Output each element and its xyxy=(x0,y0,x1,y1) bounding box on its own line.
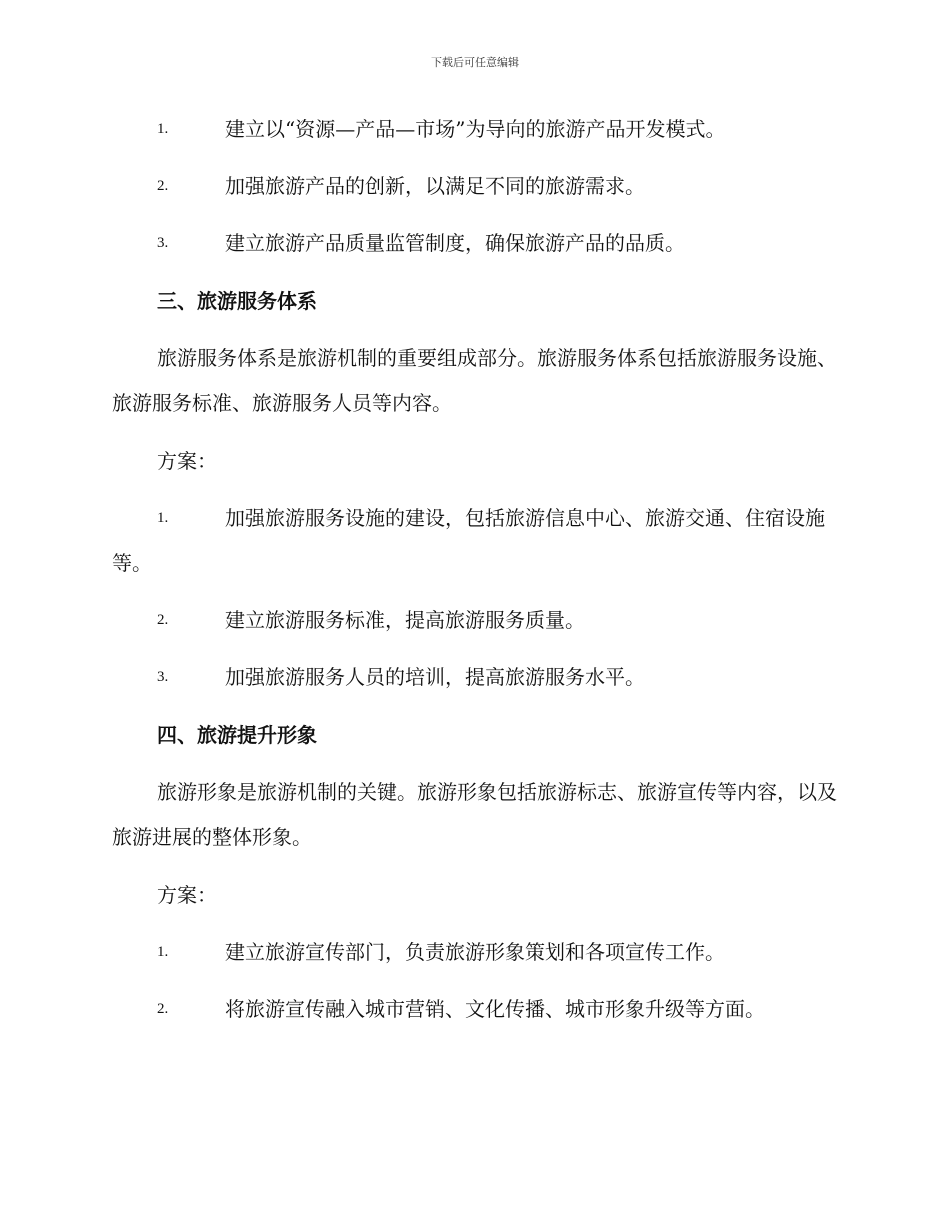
list-item xyxy=(112,164,840,209)
section-heading: 三、旅游服务体系 xyxy=(157,289,317,313)
list-item xyxy=(112,987,840,1032)
list-text: 将旅游宣传融入城市营销、文化传播、城市形象升级等方面。 xyxy=(225,997,765,1021)
list-number: 3. xyxy=(157,235,169,251)
list-text: 加强旅游服务设施的建设，包括旅游信息中心、旅游交通、住宿设施等。 xyxy=(112,506,825,575)
plan-label: 方案： xyxy=(157,449,217,473)
section-heading: 四、旅游提升形象 xyxy=(157,723,317,747)
list-text: 加强旅游服务人员的培训，提高旅游服务水平。 xyxy=(225,665,645,689)
list-text: 建立旅游产品质量监管制度，确保旅游产品的品质。 xyxy=(225,231,685,255)
list-number: 2. xyxy=(157,612,169,628)
list-text: 建立旅游服务标准，提高旅游服务质量。 xyxy=(225,608,585,632)
list-number: 2. xyxy=(157,178,169,194)
page-header: 下载后可任意编辑 xyxy=(431,56,519,69)
list-number: 1. xyxy=(157,510,169,526)
plan-label: 方案： xyxy=(157,883,217,907)
list-number: 2. xyxy=(157,1001,169,1017)
list-number: 1. xyxy=(157,944,169,960)
list-item xyxy=(112,598,840,643)
list-text: 加强旅游产品的创新，以满足不同的旅游需求。 xyxy=(225,174,645,198)
section-paragraph: 旅游形象是旅游机制的关键。旅游形象包括旅游标志、旅游宣传等内容，以及旅游进展的整体形象。 xyxy=(112,780,837,849)
list-item xyxy=(112,496,840,586)
list-item xyxy=(112,930,840,975)
list-number: 3. xyxy=(157,669,169,685)
list-item xyxy=(112,107,840,152)
list-text: 建立旅游宣传部门，负责旅游形象策划和各项宣传工作。 xyxy=(225,940,725,964)
list-item xyxy=(112,655,840,700)
section-paragraph: 旅游服务体系是旅游机制的重要组成部分。旅游服务体系包括旅游服务设施、旅游服务标准、旅游服务人员等内容。 xyxy=(112,346,837,415)
list-item xyxy=(112,221,840,266)
list-text: 建立以“资源—产品—市场”为导向的旅游产品开发模式。 xyxy=(225,117,726,141)
list-number: 1. xyxy=(157,121,169,137)
